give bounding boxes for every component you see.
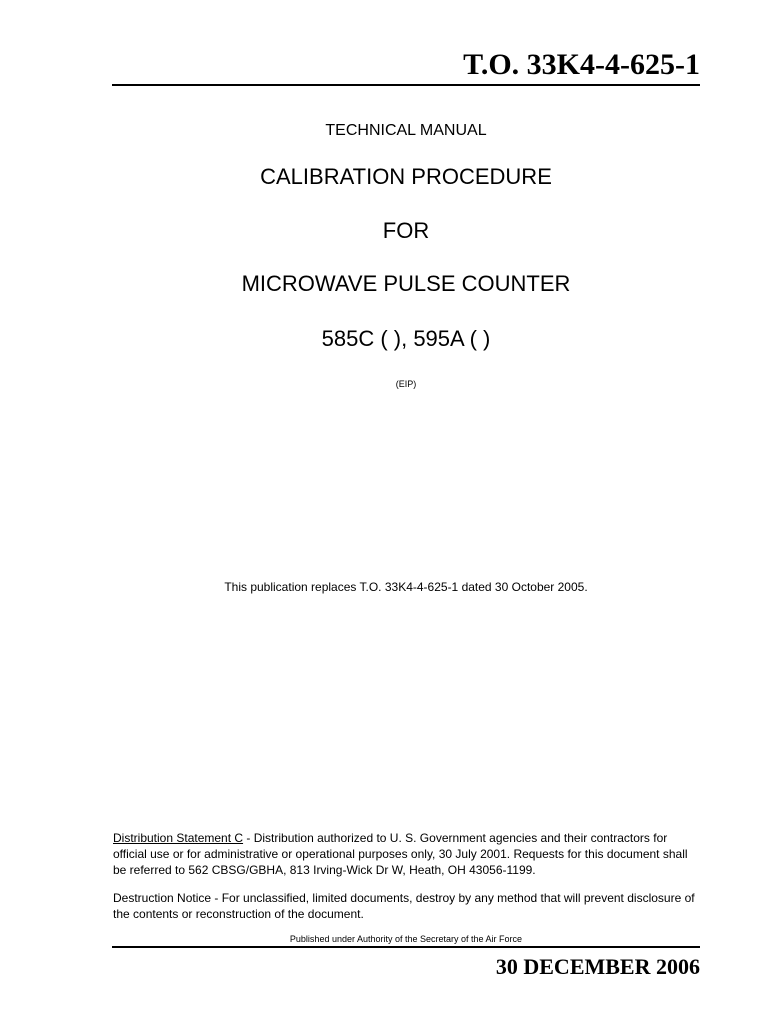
distribution-text: - Distribution authorized to U. S. Government agencies and their contractors for official use or for administrative or operational purposes only, 30 July 2001. Requests for this document shall be referred to 562 CBSG/GBHA, 813 Irving-Wick Dr W, Heath, OH 43056-1199. bbox=[113, 831, 688, 877]
distribution-statement bbox=[113, 830, 703, 878]
distribution-label: Distribution Statement C bbox=[113, 831, 244, 845]
top-divider bbox=[112, 84, 700, 86]
publication-date: 30 DECEMBER 2006 bbox=[495, 954, 700, 979]
to-number: T.O. 33K4-4-625-1 bbox=[463, 48, 700, 81]
title-line-3: MICROWAVE PULSE COUNTER bbox=[241, 271, 571, 296]
bottom-divider bbox=[112, 946, 700, 948]
authority-statement: Published under Authority of the Secretary of the Air Force bbox=[289, 934, 523, 944]
title-line-1: CALIBRATION PROCEDURE bbox=[260, 164, 552, 189]
destruction-notice: Destruction Notice - For unclassified, limited documents, destroy by any method that will prevent disclosure of the contents or reconstruction of the document. bbox=[113, 891, 695, 921]
title-line-2: FOR bbox=[382, 218, 430, 243]
manual-type: TECHNICAL MANUAL bbox=[325, 122, 487, 139]
supersession-notice: This publication replaces T.O. 33K4-4-625-1 dated 30 October 2005. bbox=[224, 580, 588, 594]
model-numbers: 585C ( ), 595A ( ) bbox=[321, 326, 491, 351]
eip-note: (EIP) bbox=[395, 379, 417, 389]
